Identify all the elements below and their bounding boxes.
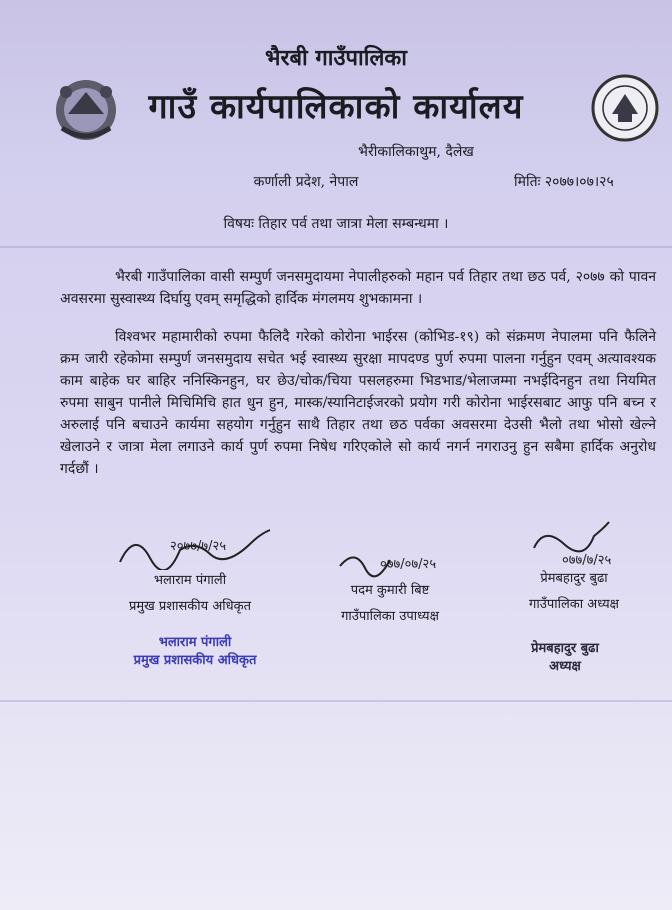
address-line-1: भैरीकालिकाथुम, दैलेख (358, 144, 474, 160)
signatory-title: गाउँपालिका अध्यक्ष (529, 597, 619, 612)
stamp-name: प्रेमबहादुर बुढा (531, 641, 599, 656)
official-stamp-cao (110, 634, 280, 670)
stamp-title: प्रमुख प्रशासकीय अधिकृत (133, 653, 257, 668)
signatory-name: प्रेमबहादुर बुढा (540, 571, 608, 586)
stamp-name: भलाराम पंगाली (158, 635, 232, 650)
signature-vice-chair (300, 530, 480, 624)
signatory-name: पदम कुमारी बिष्ट (350, 583, 430, 598)
paper-fold-line (0, 246, 672, 248)
subject-line: विषयः तिहार पर्व तथा जात्रा मेला सम्बन्धमा । (223, 216, 449, 232)
signature-handwritten-date: २०७७/७/२५ (170, 539, 227, 554)
greeting-paragraph: भैरबी गाउँपालिका वासी सम्पुर्ण जनसमुदायमा नेपालीहरुको महान पर्व तिहार तथा छठ पर्व, २०७७ को पावन अवसरमा सुस्वास्थ्य दिर्घायु एवम् समृद्धिको हार्दिक मंगलमय शुभकामना । (60, 269, 656, 307)
office-title: गाउँ कार्यपालिकाको कार्यालय (148, 87, 524, 127)
signatory-title: प्रमुख प्रशासकीय अधिकृत (128, 599, 252, 614)
address-line-2: कर्णाली प्रदेश, नेपाल (253, 174, 359, 190)
handwritten-signature (484, 518, 664, 568)
signature-chair (484, 518, 664, 612)
signature-handwritten-date: ०७७/७/२५ (562, 553, 612, 568)
signatory-name: भलाराम पंगाली (153, 573, 227, 588)
stamp-title: अध्यक्ष (549, 659, 581, 674)
official-stamp-chair (490, 640, 640, 676)
municipality-name: भैरबी गाउँपालिका (265, 45, 407, 71)
signatory-title: गाउँपालिका उपाध्यक्ष (341, 609, 439, 624)
letter-date: मितिः २०७७।०७।२५ (514, 174, 614, 190)
signature-cao (100, 520, 280, 614)
handwritten-signature (100, 520, 280, 570)
paper-fold-line (0, 700, 672, 702)
request-paragraph: विश्वभर महामारीको रुपमा फैलिदै गरेको कोरोना भाईरस (कोभिड-१९) को संक्रमण नेपालमा पनि फैलिने क्रम जारी रहेकोमा सम्पुर्ण जनसमुदाय सचेत भई स्वास्थ्य सुरक्षा मापदण्ड पुर्ण रुपमा पालना गर्नुहुन एवम् अत्यावश्यक काम बाहेक घर बाहिर ननिस्किनहुन, घर छेउ/चोक/चिया पसलहरुमा भिडभाड/भेलाजम्मा नभईदिनहुन तथा नियमित रुपमा साबुन पानीले मिचिमिचि हात धुन हुन, मास्क/स्यानिटाईजरको प्रयोग गरी कोरोना भाईरसबाट आफु पनि बच्न र अरुलाई पनि बचाउने कार्यमा सहयोग गर्नुहुन साथै तिहार तथा छठ पर्वका अवसरमा देउसी भैलो तथा भोसो खेल्ने खेलाउने र जात्रा मेला लगाउने कार्य पुर्ण रुपमा निषेध गरिएकोले सो कार्य नगर्न नगराउनु हुन सबैमा हार्दिक अनुरोध गर्दछौं । (60, 329, 656, 477)
signature-handwritten-date: ०७७/०७/२५ (380, 557, 437, 572)
handwritten-signature (300, 530, 480, 580)
